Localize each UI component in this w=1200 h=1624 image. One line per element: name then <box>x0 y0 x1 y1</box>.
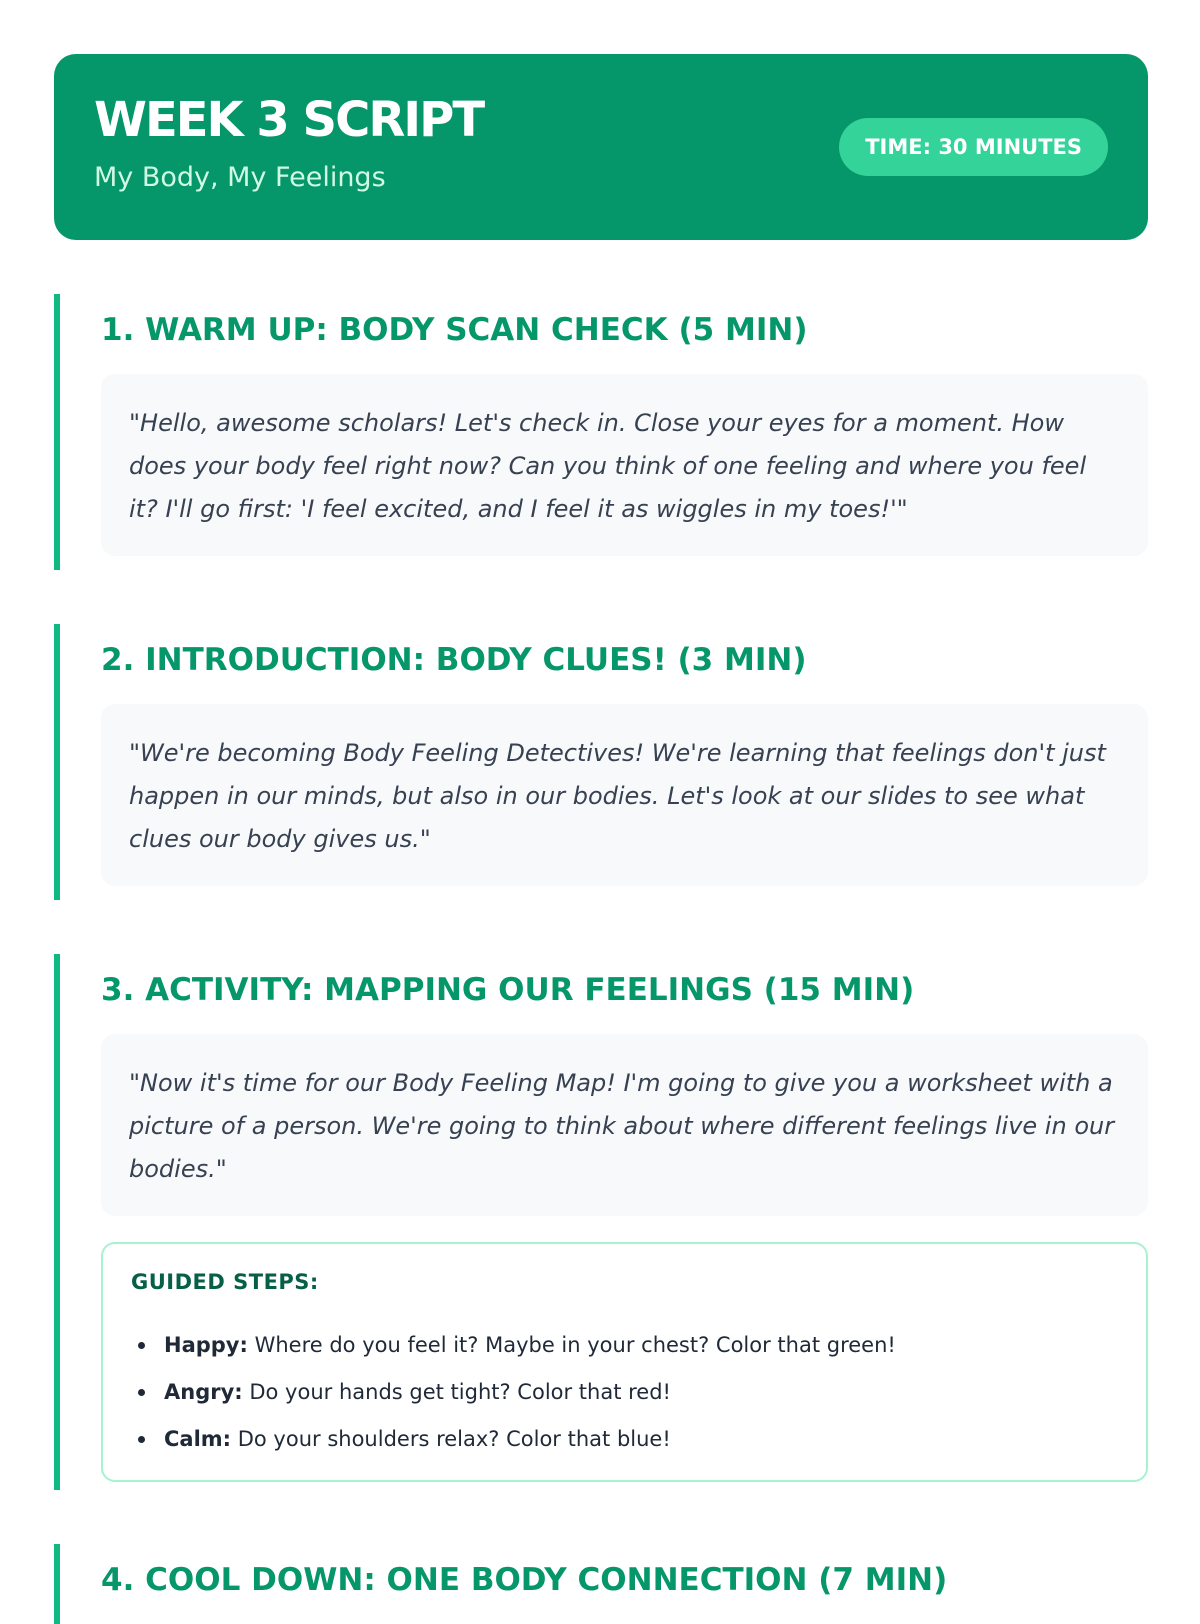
section-title: 2. INTRODUCTION: BODY CLUES! (3 MIN) <box>101 642 807 678</box>
list-item <box>131 1322 896 1369</box>
section-title: 3. ACTIVITY: MAPPING OUR FEELINGS (15 MIN) <box>101 972 915 1008</box>
section-title: 4. COOL DOWN: ONE BODY CONNECTION (7 MIN) <box>101 1562 948 1598</box>
list-item <box>131 1369 896 1416</box>
time-badge: TIME: 30 MINUTES <box>839 118 1108 176</box>
page-subtitle: My Body, My Feelings <box>94 162 386 193</box>
script-quote: "Now it's time for our Body Feeling Map! I'm going to give you a worksheet with a picture of a person. We're going to think about where different feelings live in our bodies." <box>129 1069 1115 1183</box>
script-quote-box <box>101 1034 1148 1216</box>
section-warm-up <box>54 294 1148 570</box>
script-quote: "Hello, awesome scholars! Let's check in. Close your eyes for a moment. How does your body feel right now? Can you think of one feeling and where you feel it? I'll go first: 'I feel excited, and I feel it as wiggles in my toes!'" <box>129 409 1087 523</box>
step-label: Angry: <box>164 1380 243 1404</box>
section-introduction <box>54 624 1148 900</box>
list-item <box>131 1416 896 1463</box>
section-title: 1. WARM UP: BODY SCAN CHECK (5 MIN) <box>101 312 808 348</box>
step-text: Do your hands get tight? Color that red! <box>242 1380 671 1404</box>
guided-steps-box <box>101 1242 1148 1482</box>
script-quote: "We're becoming Body Feeling Detectives! We're learning that feelings don't just happen in our minds, but also in our bodies. Let's look at our slides to see what clues our body gives us." <box>129 739 1106 853</box>
page-title: WEEK 3 SCRIPT <box>94 92 484 148</box>
header-banner <box>54 54 1148 240</box>
step-text: Do your shoulders relax? Color that blue! <box>231 1427 671 1451</box>
script-quote-box <box>101 704 1148 886</box>
step-label: Happy: <box>164 1333 248 1357</box>
section-activity <box>54 954 1148 1490</box>
script-quote-box <box>101 374 1148 556</box>
step-text: Where do you feel it? Maybe in your chest? Color that green! <box>247 1333 896 1357</box>
guided-steps-title: GUIDED STEPS: <box>131 1270 319 1294</box>
guided-steps-list <box>131 1322 896 1463</box>
section-cool-down <box>54 1544 1148 1624</box>
step-label: Calm: <box>164 1427 232 1451</box>
